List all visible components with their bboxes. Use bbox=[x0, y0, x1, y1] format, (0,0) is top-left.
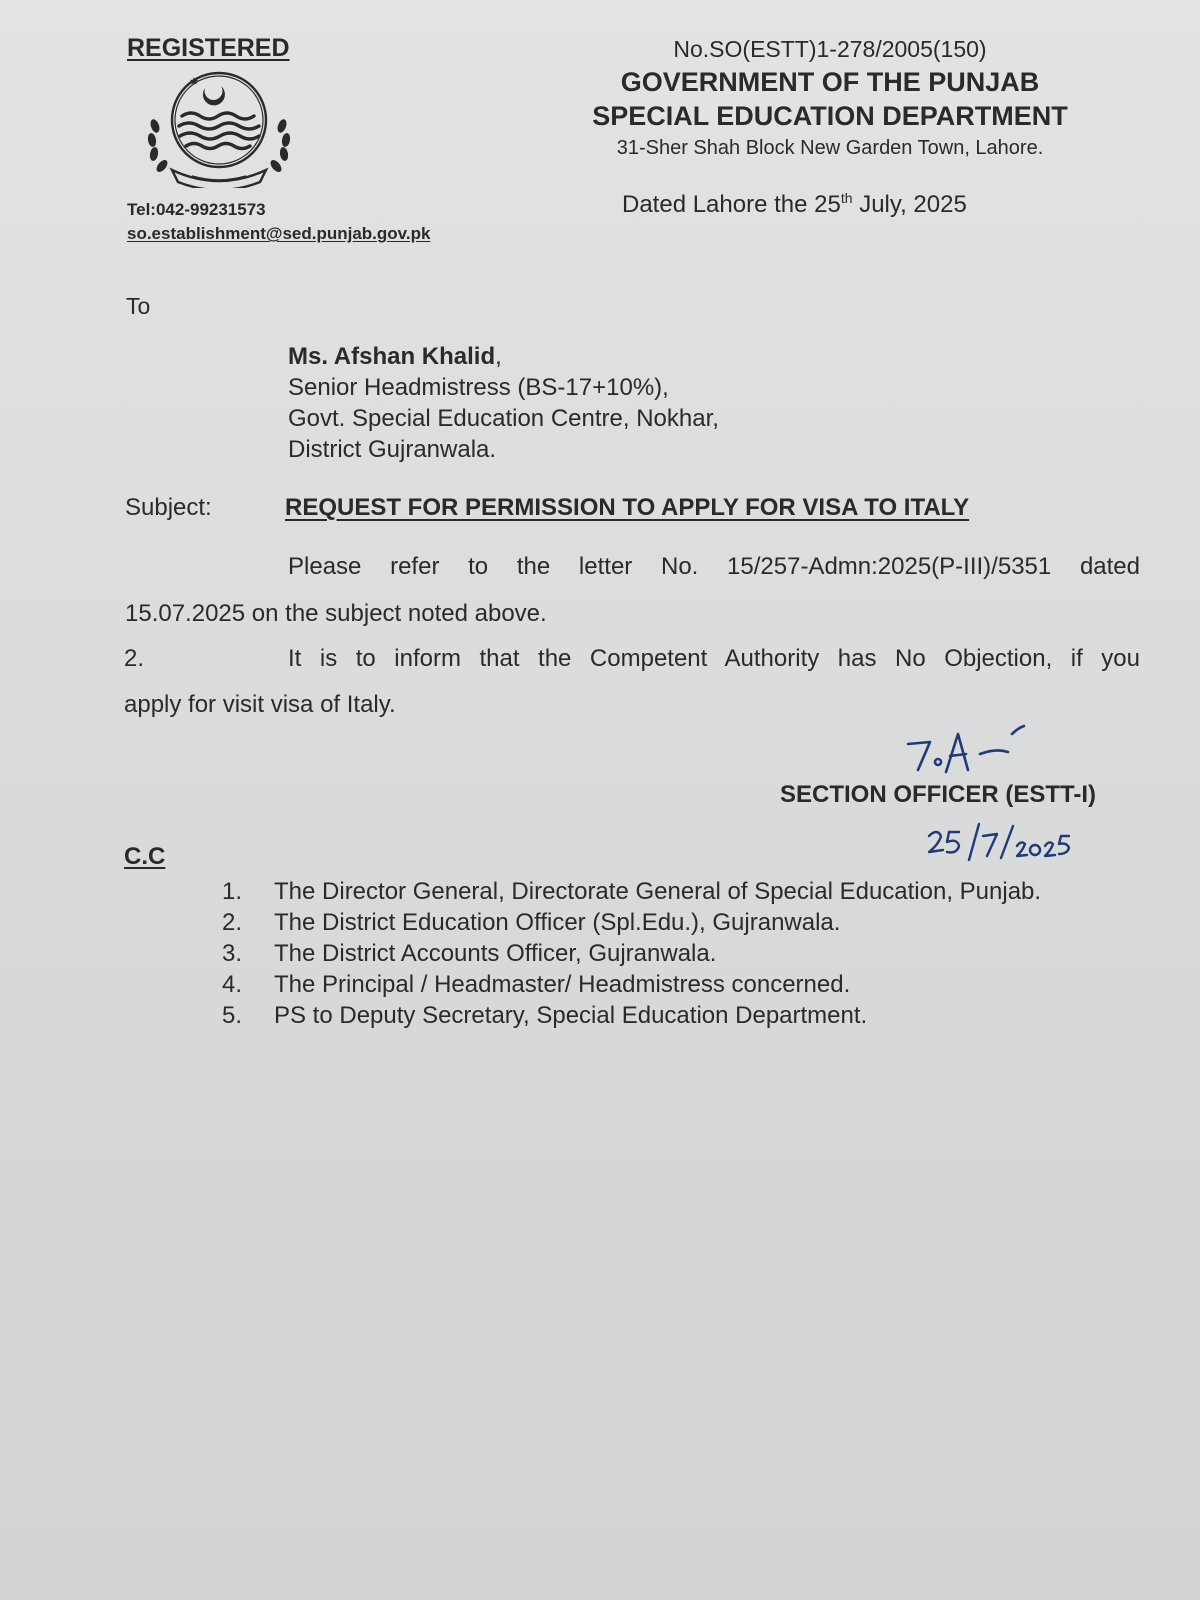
list-item bbox=[222, 969, 1041, 1000]
telephone: Tel:042-99231573 bbox=[127, 200, 266, 219]
cc-item-number: 2. bbox=[222, 909, 243, 936]
recipient-name-punct: , bbox=[495, 343, 502, 370]
paragraph-2-number: 2. bbox=[124, 645, 145, 672]
list-item bbox=[222, 876, 1041, 907]
cc-item-number: 1. bbox=[222, 878, 243, 905]
punjab-emblem-icon bbox=[142, 70, 297, 188]
paragraph-1-line-2: 15.07.2025 on the subject noted above. bbox=[125, 600, 547, 627]
cc-item-text: The District Education Officer (Spl.Edu.), Gujranwala. bbox=[274, 909, 841, 936]
letterhead-block bbox=[560, 34, 1100, 163]
cc-item-text: The District Accounts Officer, Gujranwala. bbox=[274, 940, 717, 967]
recipient-designation: Senior Headmistress (BS-17+10%), bbox=[288, 374, 669, 401]
handwritten-date bbox=[925, 822, 1075, 870]
recipient-block bbox=[288, 341, 719, 465]
cc-list bbox=[222, 876, 1041, 1031]
recipient-office: Govt. Special Education Centre, Nokhar, bbox=[288, 405, 719, 432]
list-item bbox=[222, 938, 1041, 969]
recipient-district: District Gujranwala. bbox=[288, 436, 497, 463]
list-item bbox=[222, 1000, 1041, 1031]
government-name: GOVERNMENT OF THE PUNJAB bbox=[620, 67, 1040, 97]
subject-label: Subject: bbox=[125, 494, 212, 521]
date-line bbox=[622, 190, 967, 219]
signatory-title: SECTION OFFICER (ESTT-I) bbox=[780, 781, 1096, 808]
reference-number: No.SO(ESTT)1-278/2005(150) bbox=[673, 36, 987, 62]
date-rest: July, 2025 bbox=[852, 191, 967, 218]
cc-item-text: The Principal / Headmaster/ Headmistress concerned. bbox=[274, 971, 851, 998]
paragraph-2-line-2: apply for visit visa of Italy. bbox=[124, 691, 396, 718]
paragraph-2-line-1: It is to inform that the Competent Authority has No Objection, if you bbox=[288, 645, 1140, 672]
recipient-name: Ms. Afshan Khalid bbox=[288, 343, 496, 370]
subject-text: REQUEST FOR PERMISSION TO APPLY FOR VISA TO ITALY bbox=[285, 494, 970, 521]
cc-item-number: 3. bbox=[222, 940, 243, 967]
cc-item-text: PS to Deputy Secretary, Special Education Department. bbox=[274, 1002, 868, 1029]
department-address: 31-Sher Shah Block New Garden Town, Lahore. bbox=[616, 137, 1044, 159]
department-name: SPECIAL EDUCATION DEPARTMENT bbox=[592, 101, 1068, 131]
cc-item-text: The Director General, Directorate General of Special Education, Punjab. bbox=[274, 878, 1042, 905]
registered-label: REGISTERED bbox=[127, 34, 290, 62]
cc-label: C.C bbox=[124, 843, 166, 870]
handwritten-signature bbox=[900, 722, 1040, 780]
email-address: so.establishment@sed.punjab.gov.pk bbox=[127, 224, 431, 243]
cc-item-number: 4. bbox=[222, 971, 243, 998]
paragraph-1-line-1: Please refer to the letter No. 15/257-Admn:2025(P-III)/5351 dated bbox=[288, 553, 1140, 580]
list-item bbox=[222, 907, 1041, 938]
date-prefix: Dated Lahore the 25 bbox=[622, 191, 841, 218]
cc-item-number: 5. bbox=[222, 1002, 243, 1029]
to-label: To bbox=[126, 293, 151, 319]
date-ordinal: th bbox=[840, 190, 853, 206]
